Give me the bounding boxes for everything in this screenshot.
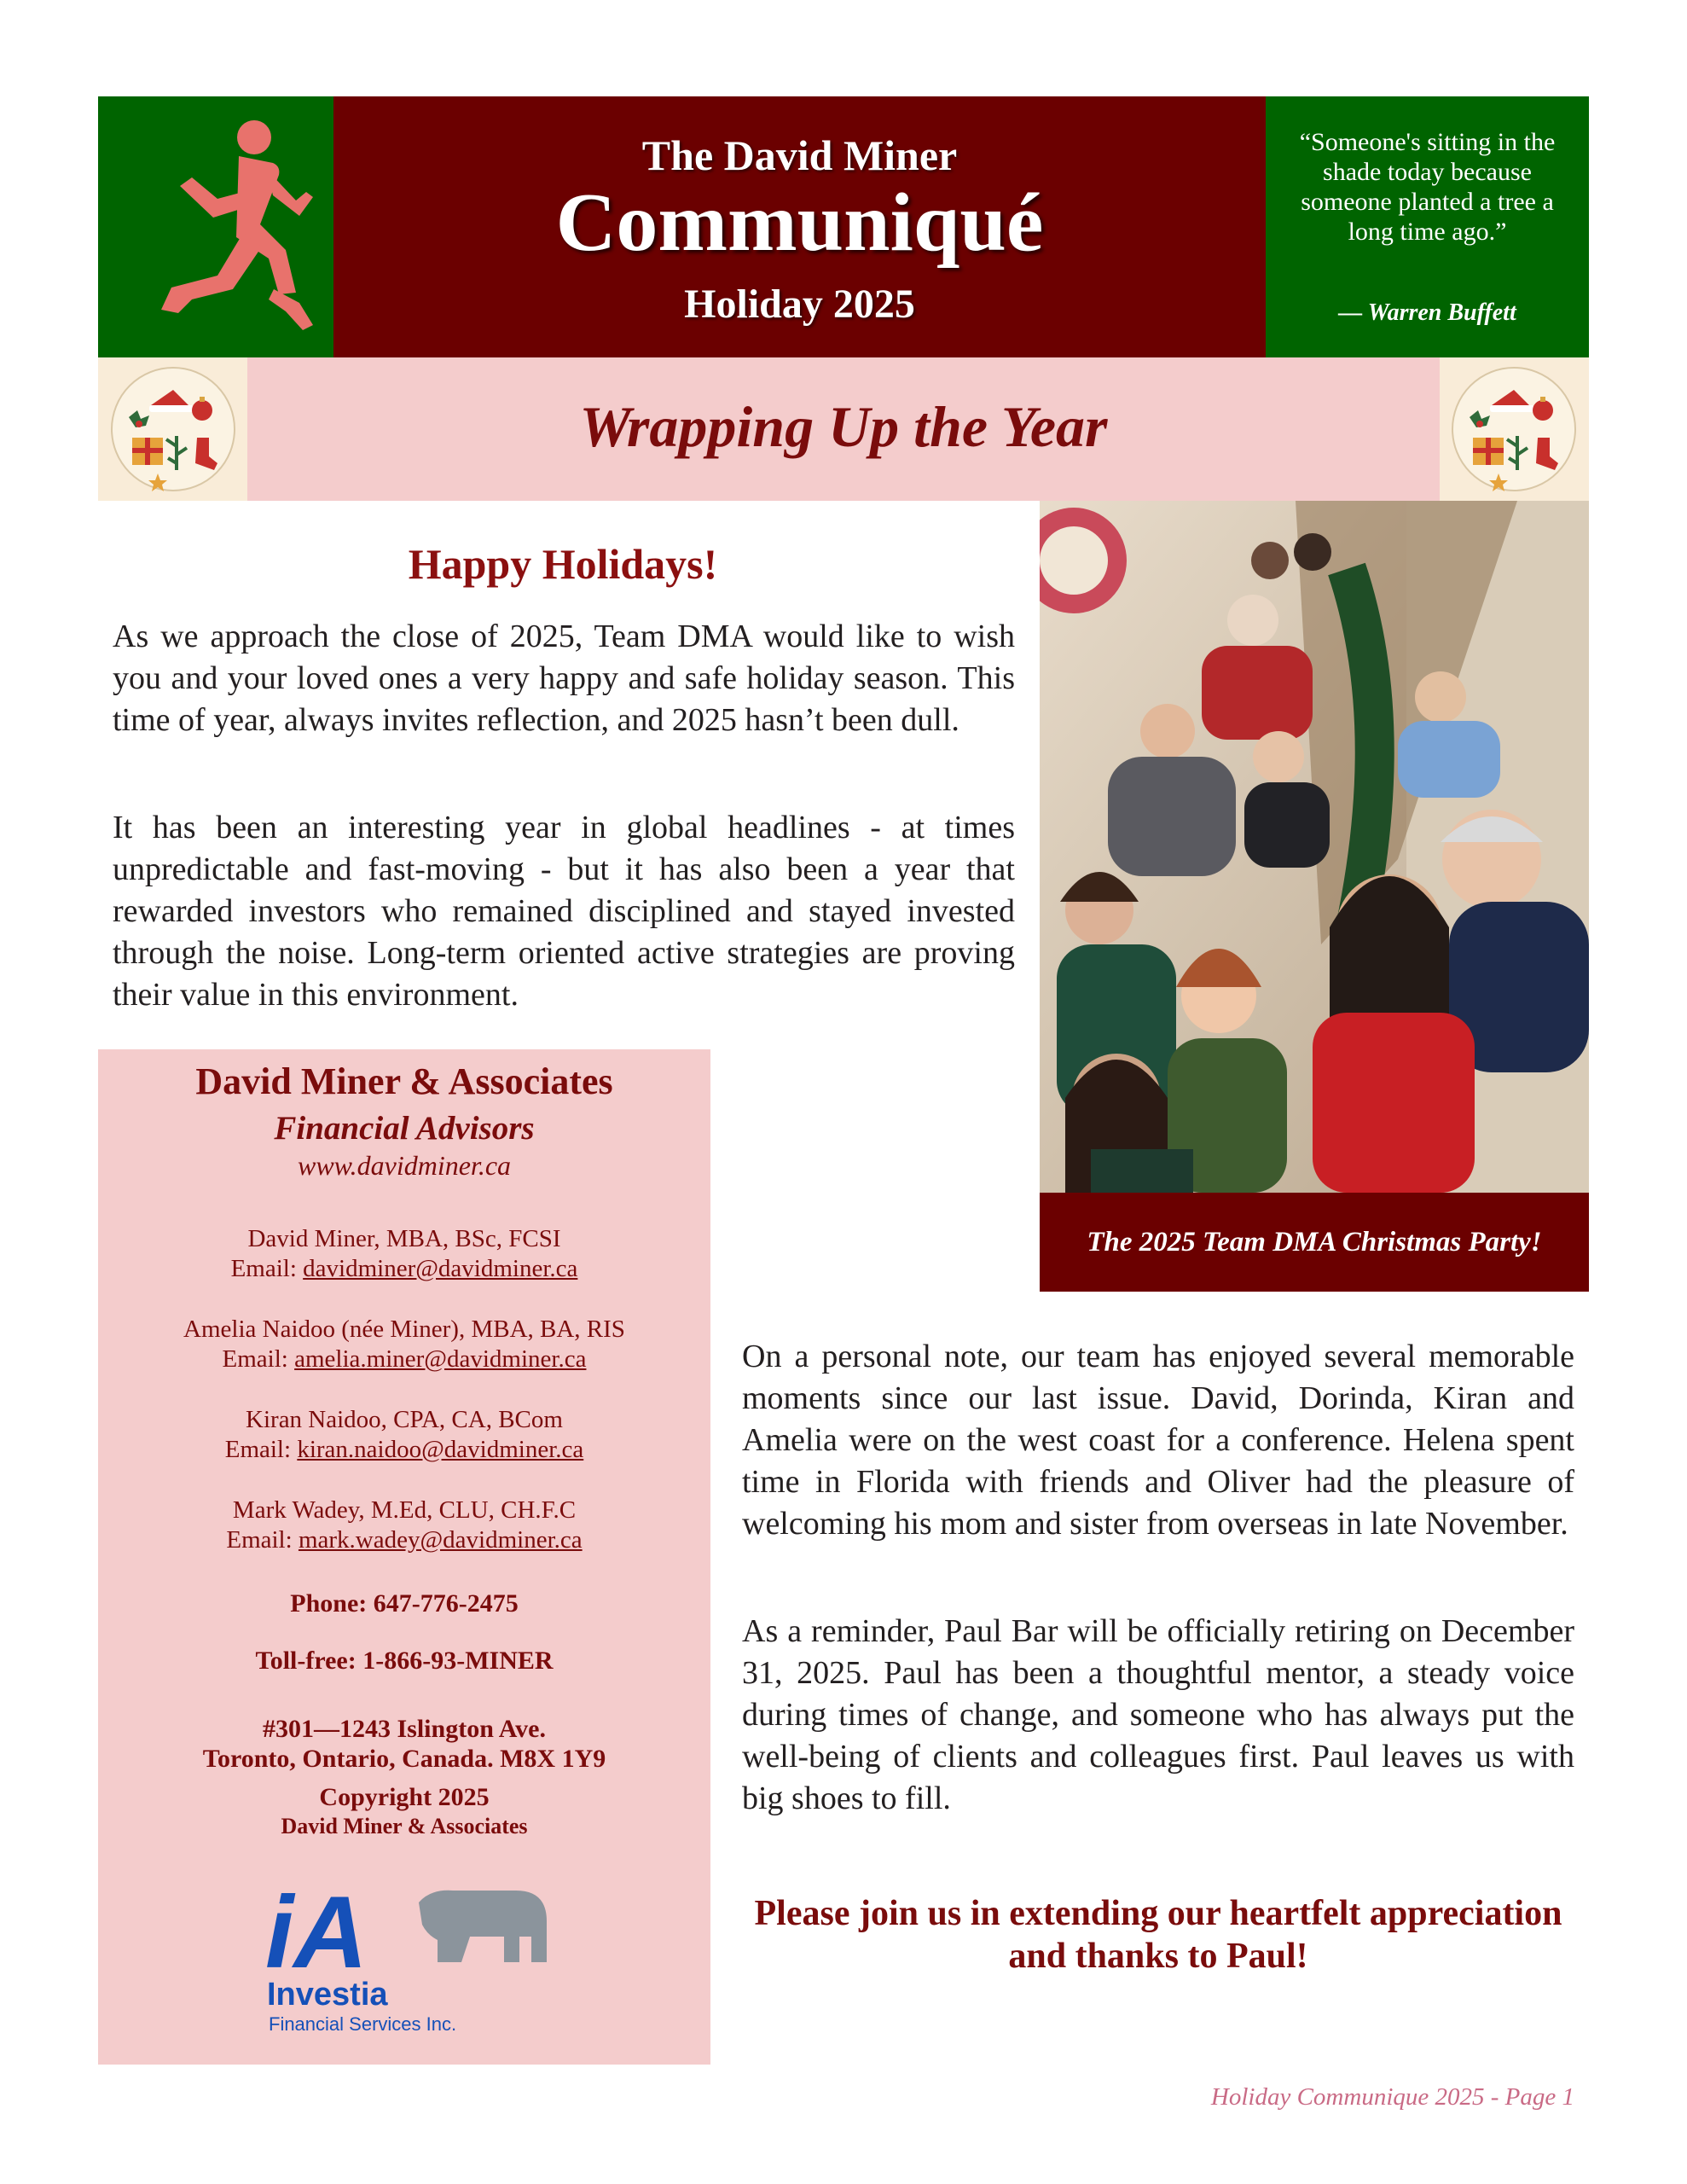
advisor-email-link[interactable]: mark.wadey@davidminer.ca (298, 1526, 583, 1554)
masthead (333, 96, 1266, 357)
tollfree-number: Toll-free: 1-866-93-MINER (255, 1647, 554, 1675)
article-paragraph: As we approach the close of 2025, Team DMA would like to wish you and your loved ones a very happy and safe holiday season. This time of year, always invites reflection, and 2025 hasn’t been dull. (113, 619, 1015, 738)
advisor-name: David Miner, MBA, BSc, FCSI (247, 1225, 561, 1252)
phone-number: Phone: 647-776-2475 (290, 1589, 519, 1618)
team-photo (1040, 501, 1589, 1193)
logo-mark: iA (265, 1875, 368, 1989)
closing-message: Please join us in extending our heartfelt appreciation and thanks to Paul! (754, 1894, 1562, 1976)
firm-name: David Miner & Associates (195, 1060, 613, 1102)
quote-text: “Someone's sitting in the shade today because someone planted a tree a long time ago.” (1299, 128, 1556, 246)
quote-author: — Warren Buffett (1338, 299, 1516, 326)
masthead-pre-title: The David Miner (641, 131, 958, 179)
holiday-ornament-icon (1449, 364, 1579, 494)
quote-box (1266, 96, 1589, 357)
article-paragraph: It has been an interesting year in global headlines - at times unpredictable and fast-moving - but it has also been a year that rewarded investors who remained disciplined and stayed invested through the noise. Long-term oriented active strategies are proving their value in this environment. (113, 810, 1015, 1013)
runner-icon (98, 96, 333, 357)
masthead-title: Communiqué (555, 177, 1044, 269)
photo-caption: The 2025 Team DMA Christmas Party! (1040, 1193, 1589, 1292)
holiday-ornament-icon (108, 364, 238, 494)
advisor-email: Email: mark.wadey@davidminer.ca (226, 1526, 583, 1554)
logo-name: Investia (267, 1977, 388, 2013)
advisor-email-link[interactable]: amelia.miner@davidminer.ca (294, 1345, 587, 1373)
firm-role: Financial Advisors (274, 1110, 535, 1147)
address-line: Toronto, Ontario, Canada. M8X 1Y9 (202, 1745, 606, 1773)
advisor-email: Email: kiran.naidoo@davidminer.ca (224, 1436, 584, 1463)
advisor-name: Kiran Naidoo, CPA, CA, BCom (246, 1406, 563, 1433)
article-heading: Happy Holidays! (408, 540, 718, 588)
article-paragraph: On a personal note, our team has enjoyed several memorable moments since our last issue. David, Dorinda, Kiran and Amelia were on the west coast for a conference. Helena spent time in Florida with friends and Oliver had the pleasure of welcoming his mom and sister from overseas in late November. (742, 1339, 1574, 1542)
advisor-email-link[interactable]: kiran.naidoo@davidminer.ca (297, 1436, 584, 1463)
address-line: #301—1243 Islington Ave. (263, 1715, 546, 1743)
masthead-edition: Holiday 2025 (684, 282, 915, 327)
copyright-line: Copyright 2025 (319, 1783, 490, 1811)
team-photo-image (1040, 501, 1589, 1193)
advisor-email: Email: davidminer@davidminer.ca (230, 1255, 578, 1282)
runner-logo-panel (98, 96, 333, 357)
advisor-name: Amelia Naidoo (née Miner), MBA, BA, RIS (183, 1316, 625, 1343)
copyright-firm: David Miner & Associates (281, 1814, 528, 1838)
page-footer: Holiday Communique 2025 - Page 1 (1210, 2083, 1574, 2111)
investia-logo-image (260, 1868, 559, 2039)
section-banner (98, 357, 1589, 501)
logo-subtitle: Financial Services Inc. (269, 2013, 457, 2035)
advisor-email: Email: amelia.miner@davidminer.ca (222, 1345, 587, 1373)
firm-website[interactable]: www.davidminer.ca (297, 1150, 512, 1181)
article-paragraph: As a reminder, Paul Bar will be officially retiring on December 31, 2025. Paul has been a thoughtful mentor, a steady voice during times of change, and someone who has always put the well-being of clients and colleagues first. Paul leaves us with big shoes to fill. (742, 1613, 1574, 1816)
contact-box (98, 1049, 710, 2065)
advisor-email-link[interactable]: davidminer@davidminer.ca (303, 1255, 578, 1282)
advisor-name: Mark Wadey, M.Ed, CLU, CH.F.C (232, 1496, 577, 1524)
investia-logo (260, 1868, 559, 2039)
banner-title: Wrapping Up the Year (579, 394, 1108, 459)
